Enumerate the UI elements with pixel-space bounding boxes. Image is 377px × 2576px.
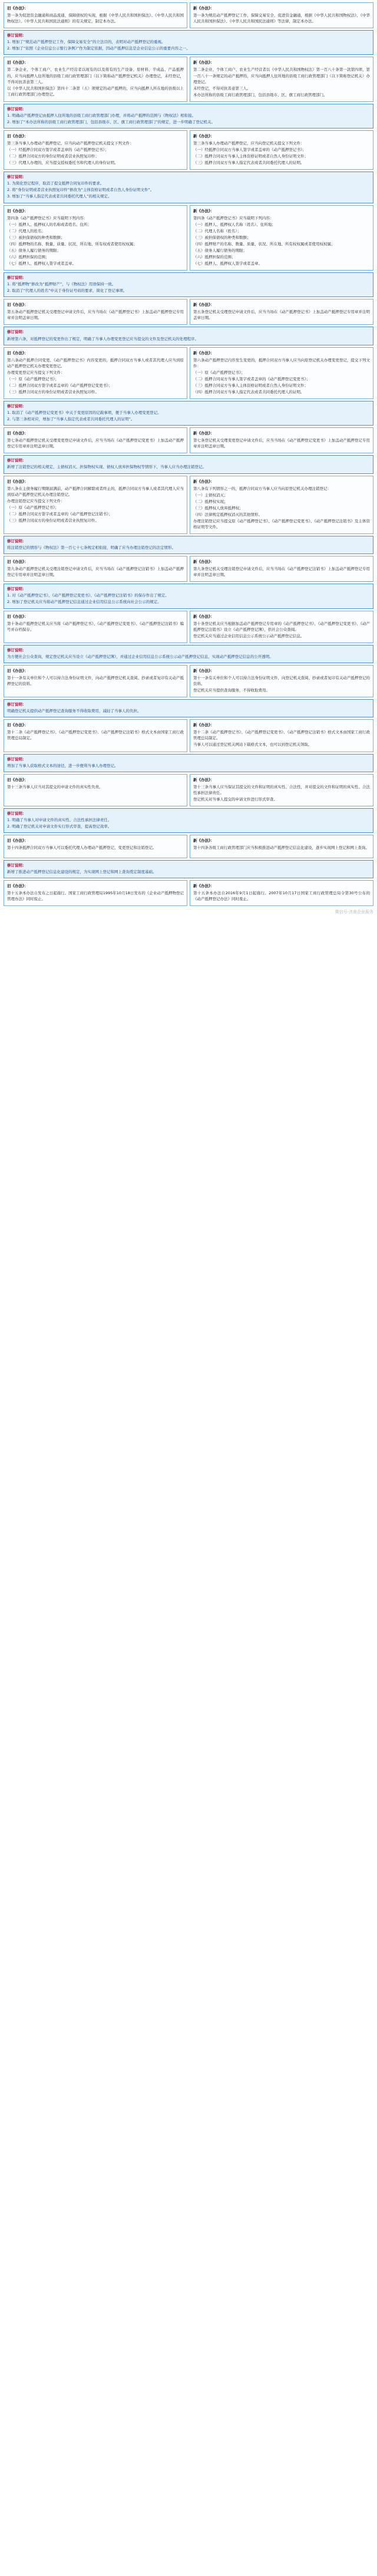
revision-note bbox=[4, 172, 373, 203]
revision-note-text: 1. 对《动产抵押登记书》、《动产抵押登记变更书》、《动产抵押登记注销书》的保存作出了规定。 bbox=[7, 593, 169, 598]
revision-note-title: 修订说明： bbox=[7, 587, 27, 592]
article-text: 第二条企业、个体工商户、农业生产经营者以现有的以及将有的生产设备、原材料、半成品、产品抵押的，应当向抵押人住所地的县级工商行政管理部门（以下简称动产抵押登记机关）办理登记，未经登记，不得对抗善意第三人。 bbox=[7, 67, 184, 84]
old-regulation-panel bbox=[4, 880, 187, 906]
article-text: （三）被担保债权的种类和数额； bbox=[7, 235, 65, 240]
old-regulation-heading: 旧《办法》： bbox=[7, 302, 28, 308]
old-regulation-heading: 旧《办法》： bbox=[7, 614, 28, 619]
article-text: 第十五条本办法自发布之日起施行。国家工商行政管理局1995年10月18日发布的《企业动产抵押物登记管理办法》同时废止。 bbox=[7, 891, 184, 902]
article-text: 未经登记，不得对抗善意第三人。 bbox=[193, 85, 251, 91]
old-regulation-panel bbox=[4, 427, 187, 453]
new-regulation-heading: 新《办法》： bbox=[193, 777, 214, 782]
article-text: 第八条有下列情形之一的，抵押合同双方当事人应当向原登记机关办理注销登记： bbox=[193, 486, 331, 491]
article-text: 第七条动产抵押登记机关受理变更登记申请文件后，应当当场在《动产抵押登记变更书》上加盖动产抵押登记专用章并注明盖章日期。 bbox=[7, 438, 184, 449]
revision-note bbox=[4, 104, 373, 129]
old-regulation-panel bbox=[4, 835, 187, 858]
article-text: （二）抵押权实现； bbox=[193, 499, 228, 504]
revision-note-title: 修订说明： bbox=[7, 539, 27, 543]
article-text: 登记机关应当通过企业信用信息公示系统公示动产抵押登记信息。 bbox=[193, 633, 305, 638]
article-text: （一）经抵押合同双方签字或者盖章的《动产抵押登记书》； bbox=[7, 147, 109, 153]
article-comparison-row bbox=[4, 719, 373, 752]
new-regulation-panel bbox=[190, 719, 373, 752]
old-regulation-panel bbox=[4, 57, 187, 101]
article-text: （一）原《动产抵押登记书》； bbox=[7, 376, 59, 381]
revision-note-text: 2. 取消了“代理人的姓名”中关于身份证号码的要求，简化了登记事项。 bbox=[7, 288, 127, 294]
revision-note bbox=[4, 645, 373, 663]
article-text: 第四条《动产抵押登记书》应当载明下列内容： bbox=[193, 215, 274, 220]
old-regulation-panel bbox=[4, 774, 187, 806]
old-regulation-panel bbox=[4, 665, 187, 697]
article-comparison-row bbox=[4, 205, 373, 271]
revision-note-title: 修订说明： bbox=[7, 330, 27, 335]
article-text: （二）代理人名称（姓名）； bbox=[193, 228, 242, 233]
article-text: （六）抵押担保的范围； bbox=[7, 254, 49, 259]
new-regulation-heading: 新《办法》： bbox=[193, 479, 214, 484]
article-text: 登记机关应当提供查询服务，不得收取费用。 bbox=[193, 688, 270, 693]
comparison-document bbox=[4, 2, 373, 906]
revision-note-text: 1. 取消了《动产抵押登记变更书》中关于变更原因的记载事项，便于当事人办理变更登记。 bbox=[7, 410, 161, 416]
article-text: 本办法所称的县级工商行政管理部门，包括县级市、区、旗工商行政管理部门。 bbox=[193, 92, 328, 97]
revision-note-text: 2. 增加了“本办法所称的县级工商行政管理部门，包括县级市、区、旗工商行政管理部门”的规定，进一步明确了登记机关。 bbox=[7, 119, 216, 124]
article-comparison-row bbox=[4, 476, 373, 535]
article-text: （三）代理人办理的，应当提交授权委托书和代理人的身份证明。 bbox=[7, 160, 118, 166]
old-regulation-heading: 旧《办法》： bbox=[7, 668, 28, 673]
new-regulation-heading: 新《办法》： bbox=[193, 884, 214, 889]
article-text: 办理注销登记应当提交原《动产抵押登记书》、《动产抵押登记变更书》、《动产抵押登记注销书》及主体资格证明等文件。 bbox=[193, 518, 370, 529]
article-text: （六）抵押担保的范围； bbox=[193, 254, 236, 259]
new-regulation-heading: 新《办法》： bbox=[193, 6, 214, 11]
old-regulation-heading: 旧《办法》： bbox=[7, 350, 28, 355]
new-regulation-panel bbox=[190, 611, 373, 643]
old-regulation-panel bbox=[4, 719, 187, 752]
article-text: 第五条登记机关受理登记申请文件后，应当当场在《动产抵押登记书》上加盖动产抵押登记专用章并注明盖章日期。 bbox=[193, 309, 370, 321]
article-text: 第十一条有关单位和个人可以持合法身份证明文件，向动产抵押登记机关查阅、抄录或者复印有关动产抵押登记的资料。 bbox=[7, 675, 184, 686]
article-text: （二）代理人的姓名； bbox=[7, 228, 45, 233]
article-comparison-row bbox=[4, 130, 373, 170]
revision-note-title: 修订说明： bbox=[7, 458, 27, 463]
article-text: （四）抵押财产的名称、数量、质量、状况、所在地、所有权权属或者使用权权属； bbox=[193, 241, 335, 246]
article-comparison-row bbox=[4, 611, 373, 643]
article-text: 第二条企业、个体工商户、农业生产经营者以《中华人民共和国物权法》第一百八十条第一款第四项、第一百八十一条规定的动产抵押的，应当向抵押人住所地的县级工商行政管理部门（以下简称登记机关）办理登记。 bbox=[193, 67, 370, 84]
new-regulation-panel bbox=[190, 57, 373, 101]
article-comparison-row bbox=[4, 427, 373, 453]
article-text: 第十二条《动产抵押登记书》、《动产抵押登记变更书》、《动产抵押登记注销书》格式文本由国家工商行政管理总局制定。 bbox=[7, 730, 184, 741]
article-text: 第十四条各级工商行政管理部门应当积极推进动产抵押登记信息化建设，逐步实现网上登记和网上查询。 bbox=[193, 845, 369, 851]
revision-note bbox=[4, 455, 373, 473]
article-text: 第十条动产抵押登记机关应当将《动产抵押登记书》、《动产抵押登记变更书》、《动产抵押登记注销书》编号并存档保存。 bbox=[7, 621, 184, 632]
article-text: 第六条动产抵押合同变更、《动产抵押登记书》内容变更的，抵押合同双方当事人或者其代理人应当到原动产抵押登记机关办理变更登记。 bbox=[7, 357, 184, 368]
new-regulation-panel bbox=[190, 205, 373, 271]
revision-note-text: 2. 增加了“依照《企业信息公示暂行条例》”作为制定依据，因动产抵押信息是企业信息公示的重要内容之一。 bbox=[7, 46, 190, 51]
article-comparison-row bbox=[4, 57, 373, 101]
new-regulation-panel bbox=[190, 835, 373, 858]
article-text: 第七条登记机关受理变更登记申请文件后，应当当场在《动产抵押登记变更书》上加盖动产抵押登记专用章并注明盖章日期。 bbox=[193, 438, 370, 449]
revision-note bbox=[4, 536, 373, 554]
article-comparison-row bbox=[4, 774, 373, 806]
new-regulation-heading: 新《办法》： bbox=[193, 302, 214, 308]
article-text: （七）抵押人、抵押权人签字或者盖章。 bbox=[7, 261, 76, 266]
article-text: （三）抵押合同双方的身份证明或者营业执照复印件。 bbox=[7, 518, 99, 523]
revision-note-text: 将注销登记的情形与《物权法》第一百七十七条规定相衔接，明确了应当办理注销登记的法定情形。 bbox=[7, 545, 176, 551]
article-text: 第十五条本办法自2016年9月1日起施行。2007年10月17日国家工商行政管理总局令第30号公布的《动产抵押登记办法》同时废止。 bbox=[193, 891, 370, 902]
revision-note-title: 修订说明： bbox=[7, 756, 27, 762]
revision-note bbox=[4, 30, 373, 55]
revision-note-text: 1. 增加了“规范动产抵押登记工作，保障交易安全”的立法目的，表明对动产抵押登记的重视。 bbox=[7, 39, 166, 45]
old-regulation-panel bbox=[4, 130, 187, 170]
old-regulation-panel bbox=[4, 611, 187, 643]
new-regulation-panel bbox=[190, 774, 373, 806]
revision-note-title: 修订说明： bbox=[7, 863, 27, 868]
article-text: 第三条当事人办理动产抵押登记，应当向动产抵押登记机关提交下列文件： bbox=[7, 141, 134, 146]
new-regulation-panel bbox=[190, 299, 373, 325]
article-text: 第一条为促进资金融通和商品流通，保障债权的实现，根据《中华人民共和国担保法》、《中华人民共和国物权法》、《中华人民共和国民法通则》的有关规定，制定本办法。 bbox=[7, 13, 184, 24]
footer bbox=[4, 908, 373, 915]
watermark-text: 微信号·济南企业服务 bbox=[335, 910, 373, 915]
new-regulation-panel bbox=[190, 880, 373, 906]
old-regulation-heading: 旧《办法》： bbox=[7, 431, 28, 436]
revision-note-title: 修订说明： bbox=[7, 33, 27, 38]
article-text: （一）原《动产抵押登记书》； bbox=[7, 505, 59, 510]
article-text: 第一条为规范动产抵押登记工作，保障交易安全，促进资金融通，根据《中华人民共和国物权法》、《中华人民共和国担保法》、《中华人民共和国民法通则》等法律，制定本办法。 bbox=[193, 13, 370, 24]
new-regulation-panel bbox=[190, 556, 373, 582]
old-regulation-heading: 旧《办法》： bbox=[7, 559, 28, 565]
revision-note-text: 新增了注销登记的相关规定，主债权消灭、担保物权实现、债权人放弃担保物权等情形下，当事人应当办理注销登记。 bbox=[7, 465, 206, 470]
revision-note-text: 1. 明确动产抵押登记由抵押人住所地的县级工商行政管理部门办理，并将动产抵押的范围与《物权法》相衔接。 bbox=[7, 113, 196, 118]
new-regulation-panel bbox=[190, 665, 373, 697]
new-regulation-heading: 新《办法》： bbox=[193, 668, 214, 673]
new-regulation-panel bbox=[190, 347, 373, 399]
revision-note-text: 1. 为简化登记程序，取消了提交抵押合同复印件的要求。 bbox=[7, 181, 104, 186]
article-text: （五）债务人履行债务的期限； bbox=[7, 248, 61, 253]
article-text: 办理注销登记应当提交下列文件： bbox=[7, 498, 65, 503]
old-regulation-heading: 旧《办法》： bbox=[7, 884, 28, 889]
revision-note-title: 修订说明： bbox=[7, 647, 27, 653]
article-text: （七）抵押人、抵押权人签字或者盖章。 bbox=[193, 261, 262, 266]
revision-note-text: 3. 增加了“当事人指定代表或者共同委托代理人”的相关规定。 bbox=[7, 194, 112, 199]
article-text: 第十二条《动产抵押登记书》、《动产抵押登记变更书》、《动产抵押登记注销书》格式文本由国家工商行政管理总局制定。 bbox=[193, 730, 370, 741]
article-text: 第三条当事人办理动产抵押登记，应当向登记机关提交下列文件： bbox=[193, 141, 305, 146]
article-text: （一）主债权消灭； bbox=[193, 492, 228, 498]
article-text: 第十四条抵押合同双方当事人可以委托代理人办理动产抵押登记、变更登记和注销登记。 bbox=[7, 845, 157, 851]
article-text: （一）经抵押合同双方当事人签字或者盖章的《动产抵押登记书》； bbox=[193, 147, 306, 153]
new-regulation-heading: 新《办法》： bbox=[193, 723, 214, 728]
article-text: （三）抵押合同双方当事人主体资格证明或者自然人身份证明文件； bbox=[193, 383, 308, 388]
old-regulation-heading: 旧《办法》： bbox=[7, 133, 28, 139]
revision-note-title: 修订说明： bbox=[7, 275, 27, 281]
new-regulation-panel bbox=[190, 427, 373, 453]
article-text: （三）抵押合同双方当事人指定代表或者共同委托代理人的证明。 bbox=[193, 160, 305, 166]
article-text: （二）抵押合同双方签字或者盖章的《动产抵押登记变更书》； bbox=[7, 383, 113, 388]
article-text: （一）原《动产抵押登记书》； bbox=[193, 370, 245, 375]
article-text: 第四条《动产抵押登记书》应当载明下列内容： bbox=[7, 215, 88, 220]
article-text: 登记机关对当事人提交的申请文件进行形式审查。 bbox=[193, 796, 277, 802]
old-regulation-heading: 旧《办法》： bbox=[7, 777, 28, 782]
article-text: 第五条动产抵押登记机关受理登记申请文件后，应当当场在《动产抵押登记书》上加盖动产抵押登记专用章并注明盖章日期。 bbox=[7, 309, 184, 321]
article-text: 第九条登记机关受理注销登记申请文件后，应当当场在《动产抵押登记注销书》上加盖动产抵押登记专用章并注明盖章日期。 bbox=[193, 566, 370, 578]
old-regulation-heading: 旧《办法》： bbox=[7, 6, 28, 11]
new-regulation-heading: 新《办法》： bbox=[193, 350, 214, 355]
revision-note bbox=[4, 808, 373, 833]
old-regulation-panel bbox=[4, 476, 187, 535]
old-regulation-heading: 旧《办法》： bbox=[7, 723, 28, 728]
new-regulation-heading: 新《办法》： bbox=[193, 559, 214, 565]
article-text: （二）抵押合同双方当事人主体资格证明或者自然人身份证明文件； bbox=[193, 154, 308, 159]
revision-note-text: 2. 增加了登记机关应当将动产抵押登记信息通过企业信用信息公示系统向社会公示的规定。 bbox=[7, 599, 161, 605]
revision-note bbox=[4, 699, 373, 717]
article-text: （四）抵押合同双方当事人指定代表或者共同委托代理人的证明。 bbox=[193, 389, 305, 394]
revision-note-text: 增加了当事人获取格式文本的途径，进一步便利当事人办理登记。 bbox=[7, 763, 118, 768]
revision-note-text: 新增第六条，对抵押登记的变更作出了规定，明确了当事人办理变更登记应当提交的文件及登记机关的处理程序。 bbox=[7, 336, 199, 341]
article-comparison-row bbox=[4, 347, 373, 399]
article-text: 第八条在主债务履行期限届满前，动产抵押合同解除或者终止的，抵押合同双方当事人或者其代理人应当到原动产抵押登记机关办理注销登记。 bbox=[7, 486, 184, 497]
article-comparison-row bbox=[4, 665, 373, 697]
revision-note-title: 修订说明： bbox=[7, 702, 27, 707]
new-regulation-panel bbox=[190, 476, 373, 535]
old-regulation-heading: 旧《办法》： bbox=[7, 479, 28, 484]
article-text: 办理变更登记应当提交下列文件： bbox=[7, 370, 65, 375]
article-text: （三）被担保债权的种类和数额； bbox=[193, 235, 251, 240]
new-regulation-heading: 新《办法》： bbox=[193, 60, 214, 65]
revision-note-text: 2. 与第三条相对应，增加了“当事人指定代表或者共同委托代理人的证明”。 bbox=[7, 417, 135, 422]
old-regulation-heading: 旧《办法》： bbox=[7, 60, 28, 65]
article-text: 当事人可以通过登记机关网站下载格式文本，也可以到登记机关领取。 bbox=[193, 742, 312, 747]
revision-note-text: 2. 将“身份证明或者营业执照复印件”修改为“主体资格证明或者自然人身份证明文件”。 bbox=[7, 187, 154, 193]
article-comparison-row bbox=[4, 835, 373, 858]
article-text: 第十条登记机关应当根据加盖动产抵押登记专用章的《动产抵押登记书》、《动产抵押登记变更书》、《动产抵押登记注销书》设立《动产抵押登记簿》，供社会公众查阅。 bbox=[193, 621, 370, 632]
article-text: （五）债务人履行债务的期限； bbox=[193, 248, 247, 253]
old-regulation-panel bbox=[4, 299, 187, 325]
article-text: （二）抵押合同双方的身份证明或者营业执照复印件； bbox=[7, 154, 99, 159]
article-comparison-row bbox=[4, 556, 373, 582]
revision-note bbox=[4, 860, 373, 878]
revision-note-text: 新增了推进动产抵押登记信息化建设的规定，为实现网上登记和网上查询奠定制度基础。 bbox=[7, 869, 157, 875]
revision-note-text: 2. 明确了登记机关对申请文件实行形式审查，提高登记效率。 bbox=[7, 824, 112, 829]
new-regulation-heading: 新《办法》： bbox=[193, 431, 214, 436]
article-text: 第六条动产抵押登记内容发生变更的，抵押合同双方当事人应当向原登记机关办理变更登记，提交下列文件： bbox=[193, 357, 370, 368]
article-comparison-row bbox=[4, 2, 373, 28]
article-text: 第十三条当事人应当保证其提交的文件和证明的真实性、合法性，并对提交的文件和证明的真实性、合法性承担法律责任。 bbox=[193, 784, 370, 795]
revision-note bbox=[4, 754, 373, 772]
revision-note-text: 明确登记机关提供动产抵押登记查询服务不得收取费用，减轻了当事人的负担。 bbox=[7, 709, 141, 714]
article-text: （一）抵押人、抵押权人名称（姓名）、住所地； bbox=[193, 222, 276, 227]
revision-note-title: 修订说明： bbox=[7, 174, 27, 180]
revision-note bbox=[4, 272, 373, 297]
article-text: （四）抵押物的名称、数量、质量、状况、所在地、所有权或者使用权权属； bbox=[7, 241, 137, 246]
article-text: （二）抵押合同双方当事人签字或者盖章的《动产抵押登记变更书》； bbox=[193, 376, 310, 381]
revision-note bbox=[4, 327, 373, 345]
old-regulation-heading: 旧《办法》： bbox=[7, 208, 28, 213]
new-regulation-panel bbox=[190, 2, 373, 28]
article-text: （二）抵押合同双方签字或者盖章的《动产抵押登记注销书》； bbox=[7, 511, 113, 516]
new-regulation-heading: 新《办法》： bbox=[193, 133, 214, 139]
new-regulation-heading: 新《办法》： bbox=[193, 614, 214, 619]
article-text: 以《中华人民共和国担保法》第四十二条第（五）项规定的动产抵押的，应当向抵押人所在地的县级以上工商行政管理部门办理登记。 bbox=[7, 85, 184, 97]
revision-note-text: 为方便社会公众查询，规定登记机关应当设立《动产抵押登记簿》，并通过企业信用信息公示系统公示动产抵押登记信息，实现动产抵押登记信息的公开透明。 bbox=[7, 654, 273, 659]
old-regulation-panel bbox=[4, 347, 187, 399]
revision-note bbox=[4, 401, 373, 426]
revision-note-title: 修订说明： bbox=[7, 404, 27, 409]
old-regulation-heading: 旧《办法》： bbox=[7, 838, 28, 844]
article-text: 第九条动产抵押登记机关受理注销登记申请文件后，应当当场在《动产抵押登记注销书》上加盖动产抵押登记专用章并注明盖章日期。 bbox=[7, 566, 184, 578]
revision-note-text: 1. 将“抵押物”修改为“抵押财产”，与《物权法》用语保持一致。 bbox=[7, 282, 116, 287]
new-regulation-heading: 新《办法》： bbox=[193, 208, 214, 213]
article-text: （三）抵押权人放弃抵押权； bbox=[193, 505, 243, 510]
article-comparison-row bbox=[4, 299, 373, 325]
article-text: （三）抵押合同双方的身份证明或者营业执照复印件。 bbox=[7, 389, 99, 394]
new-regulation-heading: 新《办法》： bbox=[193, 838, 214, 844]
article-comparison-row bbox=[4, 880, 373, 906]
article-text: 第十三条当事人应当对其提交的申请文件的真实性负责。 bbox=[7, 784, 103, 789]
old-regulation-panel bbox=[4, 205, 187, 271]
article-text: （一）抵押人、抵押权人的名称或者姓名、住所； bbox=[7, 222, 91, 227]
new-regulation-panel bbox=[190, 130, 373, 170]
old-regulation-panel bbox=[4, 2, 187, 28]
article-text: （四）法律规定抵押权消灭的其他情形。 bbox=[193, 512, 262, 517]
revision-note bbox=[4, 584, 373, 608]
revision-note-title: 修订说明： bbox=[7, 811, 27, 816]
article-text: 第十一条有关单位和个人可以持合法身份证明文件，向登记机关查阅、抄录或者复印有关动产抵押登记的资料。 bbox=[193, 675, 370, 686]
old-regulation-panel bbox=[4, 556, 187, 582]
revision-note-title: 修订说明： bbox=[7, 106, 27, 111]
revision-note-text: 1. 明确了当事人对申请文件的真实性、合法性承担法律责任。 bbox=[7, 817, 112, 822]
